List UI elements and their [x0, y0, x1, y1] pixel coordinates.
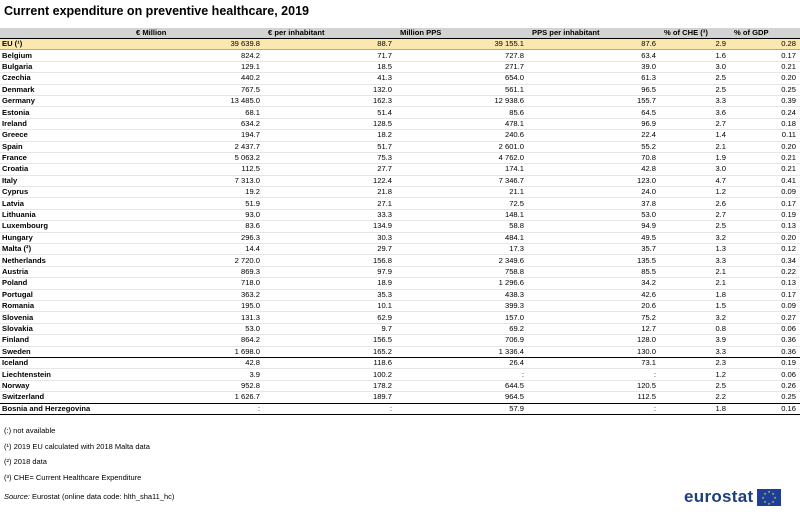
table-cell: 1.4 [660, 130, 730, 141]
table-cell: 39 155.1 [396, 39, 528, 50]
table-cell: 767.5 [132, 84, 264, 95]
source-label: Source: [4, 492, 30, 501]
table-row [0, 289, 800, 300]
table-cell: 64.5 [528, 107, 660, 118]
row-label: Romania [0, 300, 132, 311]
row-label: Sweden [0, 346, 132, 357]
table-cell: : [132, 403, 264, 414]
row-label: Finland [0, 335, 132, 346]
table-cell: 1 336.4 [396, 346, 528, 357]
table-cell: 3.0 [660, 164, 730, 175]
table-row [0, 312, 800, 323]
expenditure-table [0, 28, 800, 415]
table-cell: 63.4 [528, 50, 660, 61]
table-cell: 438.3 [396, 289, 528, 300]
table-cell: 2.9 [660, 39, 730, 50]
footnote: (²) 2018 data [4, 457, 47, 466]
table-cell: 3.9 [132, 369, 264, 380]
table-cell: 128.5 [264, 118, 396, 129]
table-row [0, 118, 800, 129]
table-cell: 112.5 [528, 392, 660, 403]
table-cell: 2 720.0 [132, 255, 264, 266]
table-cell: 123.0 [528, 175, 660, 186]
table-cell: 189.7 [264, 392, 396, 403]
table-cell: 1.9 [660, 152, 730, 163]
table-cell: 70.8 [528, 152, 660, 163]
table-row [0, 175, 800, 186]
table-cell: 51.9 [132, 198, 264, 209]
table-cell: 296.3 [132, 232, 264, 243]
table-cell: 0.13 [730, 221, 800, 232]
row-label: Switzerland [0, 392, 132, 403]
row-label: Netherlands [0, 255, 132, 266]
table-row [0, 209, 800, 220]
table-cell: 22.4 [528, 130, 660, 141]
column-header: % of GDP [730, 28, 800, 39]
table-cell: 53.0 [528, 209, 660, 220]
table-cell: 156.8 [264, 255, 396, 266]
table-cell: 17.3 [396, 244, 528, 255]
table-cell: 49.5 [528, 232, 660, 243]
table-row [0, 198, 800, 209]
footnotes [4, 423, 150, 485]
row-label: Italy [0, 175, 132, 186]
table-cell: 0.18 [730, 118, 800, 129]
table-cell: 174.1 [396, 164, 528, 175]
table-cell: 2 601.0 [396, 141, 528, 152]
table-cell: 0.21 [730, 152, 800, 163]
table-cell: 42.6 [528, 289, 660, 300]
table-cell: 51.4 [264, 107, 396, 118]
row-label: Ireland [0, 118, 132, 129]
table-cell: 2.1 [660, 141, 730, 152]
table-cell: 1.2 [660, 369, 730, 380]
table-cell: 9.7 [264, 323, 396, 334]
table-cell: : [264, 403, 396, 414]
row-label: Belgium [0, 50, 132, 61]
table-cell: 96.5 [528, 84, 660, 95]
table-cell: 3.3 [660, 255, 730, 266]
table-cell: 4 762.0 [396, 152, 528, 163]
table-cell: 68.1 [132, 107, 264, 118]
table-cell: 1 296.6 [396, 278, 528, 289]
table-row [0, 107, 800, 118]
table-cell: 644.5 [396, 380, 528, 391]
row-label: Denmark [0, 84, 132, 95]
table-cell: 824.2 [132, 50, 264, 61]
row-label: Poland [0, 278, 132, 289]
table-cell: 0.21 [730, 61, 800, 72]
table-cell: 0.8 [660, 323, 730, 334]
row-label: Estonia [0, 107, 132, 118]
table-row [0, 380, 800, 391]
table-cell: 440.2 [132, 73, 264, 84]
row-label: Cyprus [0, 187, 132, 198]
table-cell: 162.3 [264, 95, 396, 106]
table-cell: 5 063.2 [132, 152, 264, 163]
table-cell: 3.6 [660, 107, 730, 118]
table-row [0, 73, 800, 84]
table-cell: 96.9 [528, 118, 660, 129]
table-cell: 2.1 [660, 266, 730, 277]
row-label: Norway [0, 380, 132, 391]
table-cell: 18.2 [264, 130, 396, 141]
table-cell: 132.0 [264, 84, 396, 95]
row-label: Latvia [0, 198, 132, 209]
column-header: € Million [132, 28, 264, 39]
table-cell: 0.28 [730, 39, 800, 50]
table-cell: 727.8 [396, 50, 528, 61]
table-cell: 155.7 [528, 95, 660, 106]
table-cell: 2 349.6 [396, 255, 528, 266]
table-cell: 0.20 [730, 232, 800, 243]
table-cell: 14.4 [132, 244, 264, 255]
table-cell: 0.19 [730, 357, 800, 368]
footnote: (³) CHE= Current Healthcare Expenditure [4, 472, 142, 482]
table-cell: 3.2 [660, 312, 730, 323]
table-cell: 178.2 [264, 380, 396, 391]
table-cell: 129.1 [132, 61, 264, 72]
table-row [0, 300, 800, 311]
table-cell: 194.7 [132, 130, 264, 141]
table-cell: 0.41 [730, 175, 800, 186]
table-cell: 0.39 [730, 95, 800, 106]
table-cell: 634.2 [132, 118, 264, 129]
table-cell: 1.8 [660, 403, 730, 414]
source-note [4, 492, 174, 501]
table-cell: 0.25 [730, 84, 800, 95]
row-label: France [0, 152, 132, 163]
table-cell: 1.5 [660, 300, 730, 311]
table-cell: 0.06 [730, 323, 800, 334]
table-cell: 71.7 [264, 50, 396, 61]
table-cell: 3.0 [660, 61, 730, 72]
table-cell: 0.09 [730, 300, 800, 311]
row-label: Germany [0, 95, 132, 106]
table-cell: 97.9 [264, 266, 396, 277]
table-cell: 21.8 [264, 187, 396, 198]
table-row [0, 323, 800, 334]
table-row [0, 266, 800, 277]
logo-text: eurostat [684, 487, 754, 506]
table-row [0, 244, 800, 255]
table-cell: 27.7 [264, 164, 396, 175]
table-cell: 1.8 [660, 289, 730, 300]
table-cell: 37.8 [528, 198, 660, 209]
table-cell: 0.19 [730, 209, 800, 220]
table-row [0, 187, 800, 198]
page-title: Current expenditure on preventive healthcare, 2019 [4, 4, 309, 18]
table-cell: 73.1 [528, 357, 660, 368]
table-cell: 0.24 [730, 107, 800, 118]
row-label: Spain [0, 141, 132, 152]
table-cell: 165.2 [264, 346, 396, 357]
table-row [0, 152, 800, 163]
column-header: PPS per inhabitant [528, 28, 660, 39]
table-cell: 33.3 [264, 209, 396, 220]
table-row [0, 164, 800, 175]
table-cell: 75.3 [264, 152, 396, 163]
table-row [0, 61, 800, 72]
footnote: (:) not available [4, 426, 56, 435]
table-row [0, 221, 800, 232]
table-row [0, 130, 800, 141]
table-cell: 1.3 [660, 244, 730, 255]
table-cell: : [528, 369, 660, 380]
row-label: Malta (²) [0, 244, 132, 255]
eu-flag-icon: ★ ★ ★ ★ ★ ★ ★ ★ [757, 489, 781, 506]
row-label: Lithuania [0, 209, 132, 220]
footnote: (¹) 2019 EU calculated with 2018 Malta data [4, 441, 150, 451]
table-cell: 2.3 [660, 357, 730, 368]
table-cell: 195.0 [132, 300, 264, 311]
table-cell: 0.20 [730, 73, 800, 84]
table-cell: 3.3 [660, 346, 730, 357]
table-cell: 72.5 [396, 198, 528, 209]
table-cell: 1 698.0 [132, 346, 264, 357]
table-cell: 93.0 [132, 209, 264, 220]
table-cell: 0.17 [730, 198, 800, 209]
table-row [0, 278, 800, 289]
table-cell: 26.4 [396, 357, 528, 368]
row-label: Liechtenstein [0, 369, 132, 380]
table-cell: 42.8 [528, 164, 660, 175]
column-header [0, 28, 132, 39]
row-label: Hungary [0, 232, 132, 243]
table-cell: 61.3 [528, 73, 660, 84]
table-cell: 706.9 [396, 335, 528, 346]
table-row [0, 141, 800, 152]
row-label: Portugal [0, 289, 132, 300]
table-cell: 0.09 [730, 187, 800, 198]
row-label: Bulgaria [0, 61, 132, 72]
table-cell: 148.1 [396, 209, 528, 220]
row-label: Croatia [0, 164, 132, 175]
row-label: EU (¹) [0, 39, 132, 50]
table-row [0, 369, 800, 380]
table-header [0, 28, 800, 39]
table-cell: 83.6 [132, 221, 264, 232]
table-cell: 7 313.0 [132, 175, 264, 186]
table-cell: 1.6 [660, 50, 730, 61]
table-cell: 27.1 [264, 198, 396, 209]
table-cell: 122.4 [264, 175, 396, 186]
table-cell: : [528, 403, 660, 414]
table-cell: 130.0 [528, 346, 660, 357]
table-cell: 4.7 [660, 175, 730, 186]
table-cell: 0.13 [730, 278, 800, 289]
table-cell: 0.20 [730, 141, 800, 152]
table-cell: 21.1 [396, 187, 528, 198]
table-cell: 1.2 [660, 187, 730, 198]
table-cell: 20.6 [528, 300, 660, 311]
table-cell: 87.6 [528, 39, 660, 50]
table-cell: 12 938.6 [396, 95, 528, 106]
row-label: Luxembourg [0, 221, 132, 232]
table-row [0, 392, 800, 403]
table-cell: 94.9 [528, 221, 660, 232]
table-cell: 62.9 [264, 312, 396, 323]
table-cell: 3.3 [660, 95, 730, 106]
table-cell: 2.2 [660, 392, 730, 403]
table-cell: 869.3 [132, 266, 264, 277]
table-cell: 758.8 [396, 266, 528, 277]
table-cell: 654.0 [396, 73, 528, 84]
table-cell: 118.6 [264, 357, 396, 368]
table-cell: 0.36 [730, 346, 800, 357]
table-cell: 131.3 [132, 312, 264, 323]
table-cell: 112.5 [132, 164, 264, 175]
table-cell: 952.8 [132, 380, 264, 391]
table-cell: 120.5 [528, 380, 660, 391]
table-cell: 57.9 [396, 403, 528, 414]
table-cell: 0.21 [730, 164, 800, 175]
column-header: % of CHE (³) [660, 28, 730, 39]
table-cell: 58.8 [396, 221, 528, 232]
table-cell: 12.7 [528, 323, 660, 334]
table-cell: 0.12 [730, 244, 800, 255]
table-cell: 478.1 [396, 118, 528, 129]
row-label: Iceland [0, 357, 132, 368]
table-cell: 41.3 [264, 73, 396, 84]
table-row [0, 84, 800, 95]
table-cell: : [396, 369, 528, 380]
table-cell: 35.7 [528, 244, 660, 255]
table-cell: 271.7 [396, 61, 528, 72]
table-cell: 39 639.8 [132, 39, 264, 50]
table-cell: 0.11 [730, 130, 800, 141]
row-label: Bosnia and Herzegovina [0, 403, 132, 414]
table-cell: 88.7 [264, 39, 396, 50]
row-label: Slovenia [0, 312, 132, 323]
row-label: Austria [0, 266, 132, 277]
table-cell: 85.5 [528, 266, 660, 277]
table-cell: 75.2 [528, 312, 660, 323]
table-cell: 0.17 [730, 50, 800, 61]
table-cell: 42.8 [132, 357, 264, 368]
table-cell: 964.5 [396, 392, 528, 403]
table-cell: 399.3 [396, 300, 528, 311]
table-row [0, 403, 800, 414]
table-cell: 134.9 [264, 221, 396, 232]
table-cell: 35.3 [264, 289, 396, 300]
table-cell: 85.6 [396, 107, 528, 118]
table-cell: 10.1 [264, 300, 396, 311]
table-cell: 2.5 [660, 73, 730, 84]
table-cell: 2.1 [660, 278, 730, 289]
table-cell: 156.5 [264, 335, 396, 346]
table-row [0, 50, 800, 61]
eurostat-logo [684, 487, 781, 507]
table-cell: 718.0 [132, 278, 264, 289]
table-cell: 0.25 [730, 392, 800, 403]
table-cell: 2.6 [660, 198, 730, 209]
table-cell: 100.2 [264, 369, 396, 380]
row-label: Czechia [0, 73, 132, 84]
row-label: Slovakia [0, 323, 132, 334]
table-cell: 0.27 [730, 312, 800, 323]
row-label: Greece [0, 130, 132, 141]
table-cell: 18.9 [264, 278, 396, 289]
table-cell: 0.06 [730, 369, 800, 380]
column-header: Million PPS [396, 28, 528, 39]
table-cell: 30.3 [264, 232, 396, 243]
table-row [0, 346, 800, 357]
table-cell: 484.1 [396, 232, 528, 243]
table-cell: 55.2 [528, 141, 660, 152]
table-cell: 2.5 [660, 221, 730, 232]
table-cell: 2 437.7 [132, 141, 264, 152]
table-cell: 0.22 [730, 266, 800, 277]
table-cell: 363.2 [132, 289, 264, 300]
table-row [0, 39, 800, 50]
table-cell: 7 346.7 [396, 175, 528, 186]
table-cell: 0.16 [730, 403, 800, 414]
table-cell: 13 485.0 [132, 95, 264, 106]
table-cell: 0.26 [730, 380, 800, 391]
table-cell: 1 626.7 [132, 392, 264, 403]
table-cell: 0.36 [730, 335, 800, 346]
table-cell: 0.17 [730, 289, 800, 300]
table-cell: 3.9 [660, 335, 730, 346]
table-cell: 2.7 [660, 118, 730, 129]
table-row [0, 232, 800, 243]
table-cell: 51.7 [264, 141, 396, 152]
table-cell: 135.5 [528, 255, 660, 266]
table-row [0, 357, 800, 368]
table-cell: 561.1 [396, 84, 528, 95]
table-cell: 29.7 [264, 244, 396, 255]
table-cell: 128.0 [528, 335, 660, 346]
table-cell: 3.2 [660, 232, 730, 243]
table-row [0, 255, 800, 266]
table-cell: 39.0 [528, 61, 660, 72]
table-cell: 19.2 [132, 187, 264, 198]
table-cell: 18.5 [264, 61, 396, 72]
source-text: Eurostat (online data code: hlth_sha11_hc) [31, 492, 175, 501]
table-row [0, 335, 800, 346]
table-cell: 0.34 [730, 255, 800, 266]
table-cell: 24.0 [528, 187, 660, 198]
table-cell: 53.0 [132, 323, 264, 334]
column-header: € per inhabitant [264, 28, 396, 39]
table-row [0, 95, 800, 106]
table-cell: 2.5 [660, 84, 730, 95]
table-cell: 2.5 [660, 380, 730, 391]
table-cell: 2.7 [660, 209, 730, 220]
table-cell: 157.0 [396, 312, 528, 323]
table-cell: 864.2 [132, 335, 264, 346]
table-cell: 34.2 [528, 278, 660, 289]
table-cell: 69.2 [396, 323, 528, 334]
table-cell: 240.6 [396, 130, 528, 141]
